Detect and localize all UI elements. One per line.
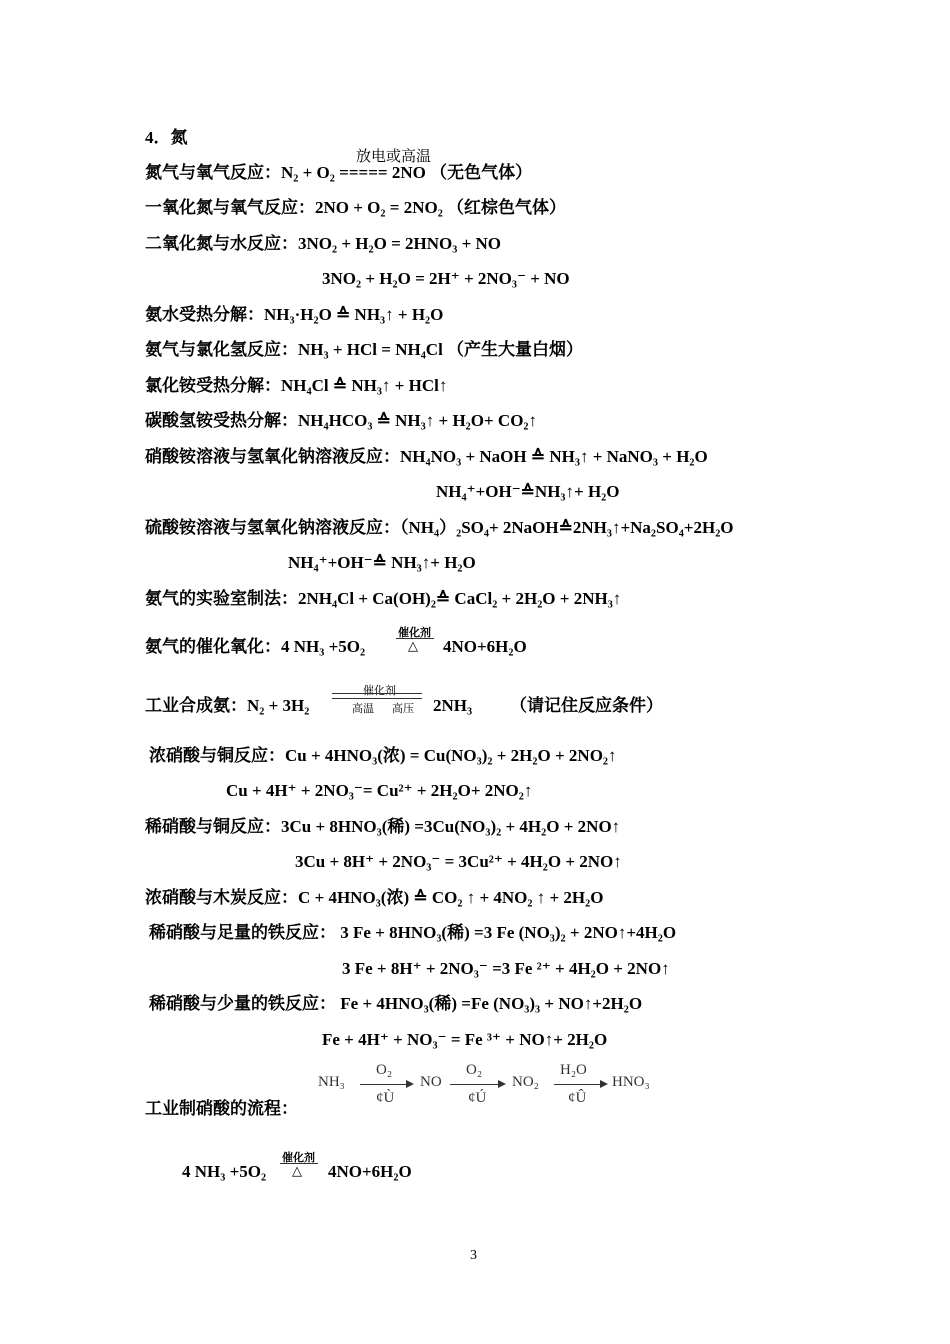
- equation-line: 一氧化氮与氧气反应：2NO + O₂ = 2NO₂ （红棕色气体）: [145, 198, 567, 217]
- flow-arrow1-line: [360, 1084, 408, 1085]
- catalyst-label: 催化剂: [282, 1152, 315, 1164]
- flow-species-no2: NO₂: [512, 1074, 539, 1090]
- ionic-equation-line: 3 Fe + 8H⁺ + 2NO₃⁻ =3 Fe ²⁺ + 4H₂O + 2NO↑: [342, 959, 670, 978]
- flow-arrow3-bottom: ¢Û: [568, 1090, 587, 1106]
- equation-line: 浓硝酸与铜反应：Cu + 4HNO₃(浓) = Cu(NO₃)₂ + 2H₂O + 2NO₂↑: [149, 746, 617, 765]
- high-temp-label: 高温: [352, 703, 374, 715]
- equation-line: 稀硝酸与少量的铁反应： Fe + 4HNO₃(稀) =Fe (NO₃)₃ + NO↑+2H₂O: [149, 994, 643, 1013]
- equation-line: 稀硝酸与铜反应：3Cu + 8HNO₃(稀) =3Cu(NO₃)₂ + 4H₂O + 2NO↑: [145, 817, 621, 836]
- flow-arrow1-top: O₂: [376, 1062, 393, 1078]
- flow-species-nh3: NH₃: [318, 1074, 345, 1090]
- heat-symbol: △: [292, 1163, 302, 1178]
- catalyst-label: 催化剂: [398, 627, 431, 639]
- equation-line: 硝酸铵溶液与氢氧化钠溶液反应：NH₄NO₃ + NaOH ≙ NH₃↑ + NaNO₃ + H₂O: [145, 447, 708, 466]
- condition-label: 放电或高温: [356, 149, 432, 165]
- nitric-acid-flow-diagram: [318, 1062, 668, 1112]
- flow-arrow3-top: H₂O: [560, 1062, 587, 1078]
- catalyst-condition-arrow: [280, 1146, 320, 1178]
- flow-arrow2-top: O₂: [466, 1062, 483, 1078]
- ionic-equation-line: NH₄⁺+OH⁻≙NH₃↑+ H₂O: [436, 482, 620, 501]
- equation-product: 2NH₃: [433, 696, 473, 715]
- equation-line: 氨气的实验室制法：2NH₄Cl + Ca(OH)₂≙ CaCl₂ + 2H₂O + 2NH₃↑: [145, 589, 622, 608]
- page-number: 3: [470, 1248, 477, 1263]
- flow-label: 工业制硝酸的流程：: [145, 1099, 298, 1118]
- equation-line: 氨气的催化氧化：4 NH₃ +5O₂: [145, 637, 366, 656]
- equation-line: 稀硝酸与足量的铁反应： 3 Fe + 8HNO₃(稀) =3 Fe (NO₃)₂ + 2NO↑+4H₂O: [149, 923, 677, 942]
- flow-arrow3-line: [554, 1084, 602, 1085]
- equation-line: 4 NH₃ +5O₂: [182, 1162, 267, 1181]
- equation-line: 浓硝酸与木炭反应：C + 4HNO₃(浓) ≙ CO₂ ↑ + 4NO₂ ↑ + 2H₂O: [145, 888, 604, 907]
- ionic-equation-line: 3NO₂ + H₂O = 2H⁺ + 2NO₃⁻ + NO: [322, 269, 570, 288]
- equation-line: 二氧化氮与水反应：3NO₂ + H₂O = 2HNO₃ + NO: [145, 234, 502, 253]
- flow-species-hno3: HNO₃: [612, 1074, 650, 1090]
- flow-species-no: NO: [420, 1074, 442, 1090]
- equation-line: 氨气与氯化氢反应：NH₃ + HCl = NH₄Cl （产生大量白烟）: [145, 340, 584, 359]
- flow-arrow2-head: [498, 1080, 506, 1088]
- equation-line: 碳酸氢铵受热分解：NH₄HCO₃ ≙ NH₃↑ + H₂O+ CO₂↑: [145, 411, 538, 430]
- ionic-equation-line: 3Cu + 8H⁺ + 2NO₃⁻ = 3Cu²⁺ + 4H₂O + 2NO↑: [295, 852, 622, 871]
- high-pressure-label: 高压: [392, 703, 414, 715]
- ionic-equation-line: Fe + 4H⁺ + NO₃⁻ = Fe ³⁺ + NO↑+ 2H₂O: [322, 1030, 608, 1049]
- ionic-equation-line: NH₄⁺+OH⁻≙ NH₃↑+ H₂O: [288, 553, 476, 572]
- flow-arrow3-head: [600, 1080, 608, 1088]
- equation-line: 氨水受热分解：NH₃·H₂O ≙ NH₃↑ + H₂O: [145, 305, 444, 324]
- ionic-equation-line: Cu + 4H⁺ + 2NO₃⁻= Cu²⁺ + 2H₂O+ 2NO₂↑: [226, 781, 533, 800]
- section-heading: 4．氮: [145, 128, 188, 147]
- catalyst-condition-arrow: [396, 621, 436, 653]
- equation-line: 硫酸铵溶液与氢氧化钠溶液反应：（NH₄）₂SO₄+ 2NaOH≙2NH₃↑+Na₂SO₄+2H₂O: [145, 518, 734, 537]
- flow-arrow1-bottom: ¢Ù: [376, 1090, 395, 1106]
- catalyst-label: 催化剂: [363, 685, 396, 697]
- equation-line: 工业合成氨：N₂ + 3H₂: [145, 696, 310, 715]
- note-text: （请记住反应条件）: [510, 696, 663, 715]
- flow-arrow2-bottom: ¢Ú: [468, 1090, 487, 1106]
- reversible-arrow: [330, 680, 425, 714]
- heat-symbol: △: [408, 638, 418, 653]
- flow-arrow1-head: [406, 1080, 414, 1088]
- equation-product: 4NO+6H₂O: [328, 1162, 412, 1181]
- equation-line: 氯化铵受热分解：NH₄Cl ≙ NH₃↑ + HCl↑: [145, 376, 448, 395]
- forward-arrow-line: [332, 693, 422, 694]
- equation-product: 4NO+6H₂O: [443, 637, 527, 656]
- flow-arrow2-line: [450, 1084, 500, 1085]
- equation-line: 氮气与氧气反应：N₂ + O₂ ===== 2NO （无色气体）: [145, 163, 533, 182]
